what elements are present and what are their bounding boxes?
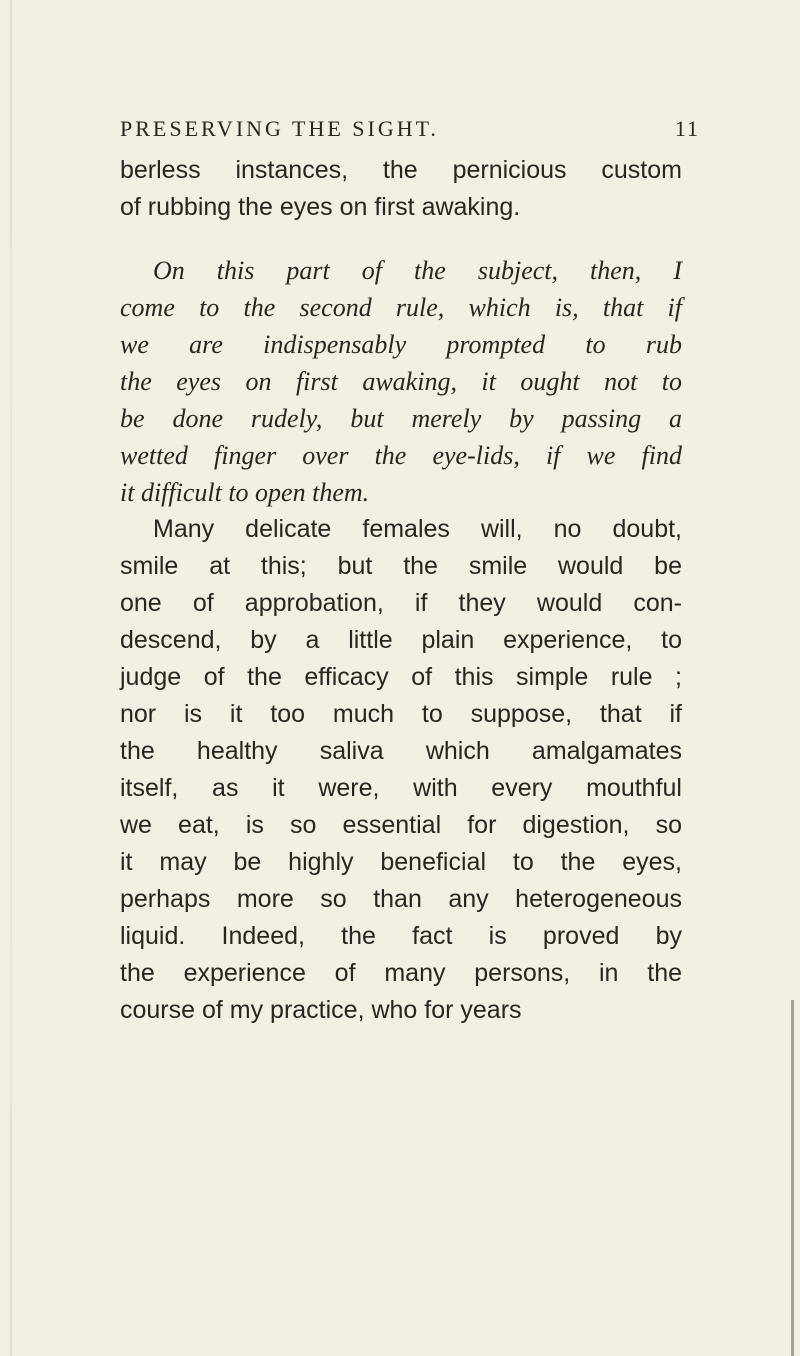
text-line: On this part of the subject, then, I: [153, 256, 682, 285]
text-line: berless instances, the pernicious custom: [120, 156, 682, 184]
text-line: judge of the efficacy of this simple rule ;: [120, 663, 682, 691]
text-line: we are indispensably prompted to rub: [120, 330, 682, 359]
text-line: descend, by a little plain experience, to: [120, 626, 682, 654]
text-line: Many delicate females will, no doubt,: [153, 515, 682, 543]
text-line: of rubbing the eyes on first awaking.: [120, 193, 521, 221]
text-line: liquid. Indeed, the fact is proved by: [120, 922, 682, 950]
text-line: perhaps more so than any heterogeneous: [120, 885, 682, 913]
page-edge-shadow: [10, 0, 12, 1356]
text-line: wetted finger over the eye-lids, if we find: [120, 441, 682, 470]
text-line: it may be highly beneficial to the eyes,: [120, 848, 682, 876]
body-text: [120, 152, 682, 1029]
text-line: the experience of many persons, in the: [120, 959, 682, 987]
page-edge-dark: [791, 1000, 794, 1356]
paragraph-1: [120, 152, 682, 226]
text-line: the eyes on first awaking, it ought not to: [120, 367, 682, 396]
text-line: smile at this; but the smile would be: [120, 552, 682, 580]
text-line: come to the second rule, which is, that if: [120, 293, 682, 322]
text-line: itself, as it were, with every mouthful: [120, 774, 682, 802]
text-line: one of approbation, if they would con-: [120, 589, 682, 617]
text-line: course of my practice, who for years: [120, 996, 522, 1024]
text-line: nor is it too much to suppose, that if: [120, 700, 682, 728]
text-line: we eat, is so essential for digestion, so: [120, 811, 682, 839]
page-number: 11: [674, 116, 700, 141]
paragraph-3: [120, 511, 682, 1029]
text-line: the healthy saliva which amalgamates: [120, 737, 682, 765]
text-line: it difficult to open them.: [120, 478, 370, 507]
text-line: be done rudely, but merely by passing a: [120, 404, 682, 433]
paragraph-2-italic: [120, 252, 682, 511]
running-title: PRESERVING THE SIGHT.: [120, 116, 439, 141]
